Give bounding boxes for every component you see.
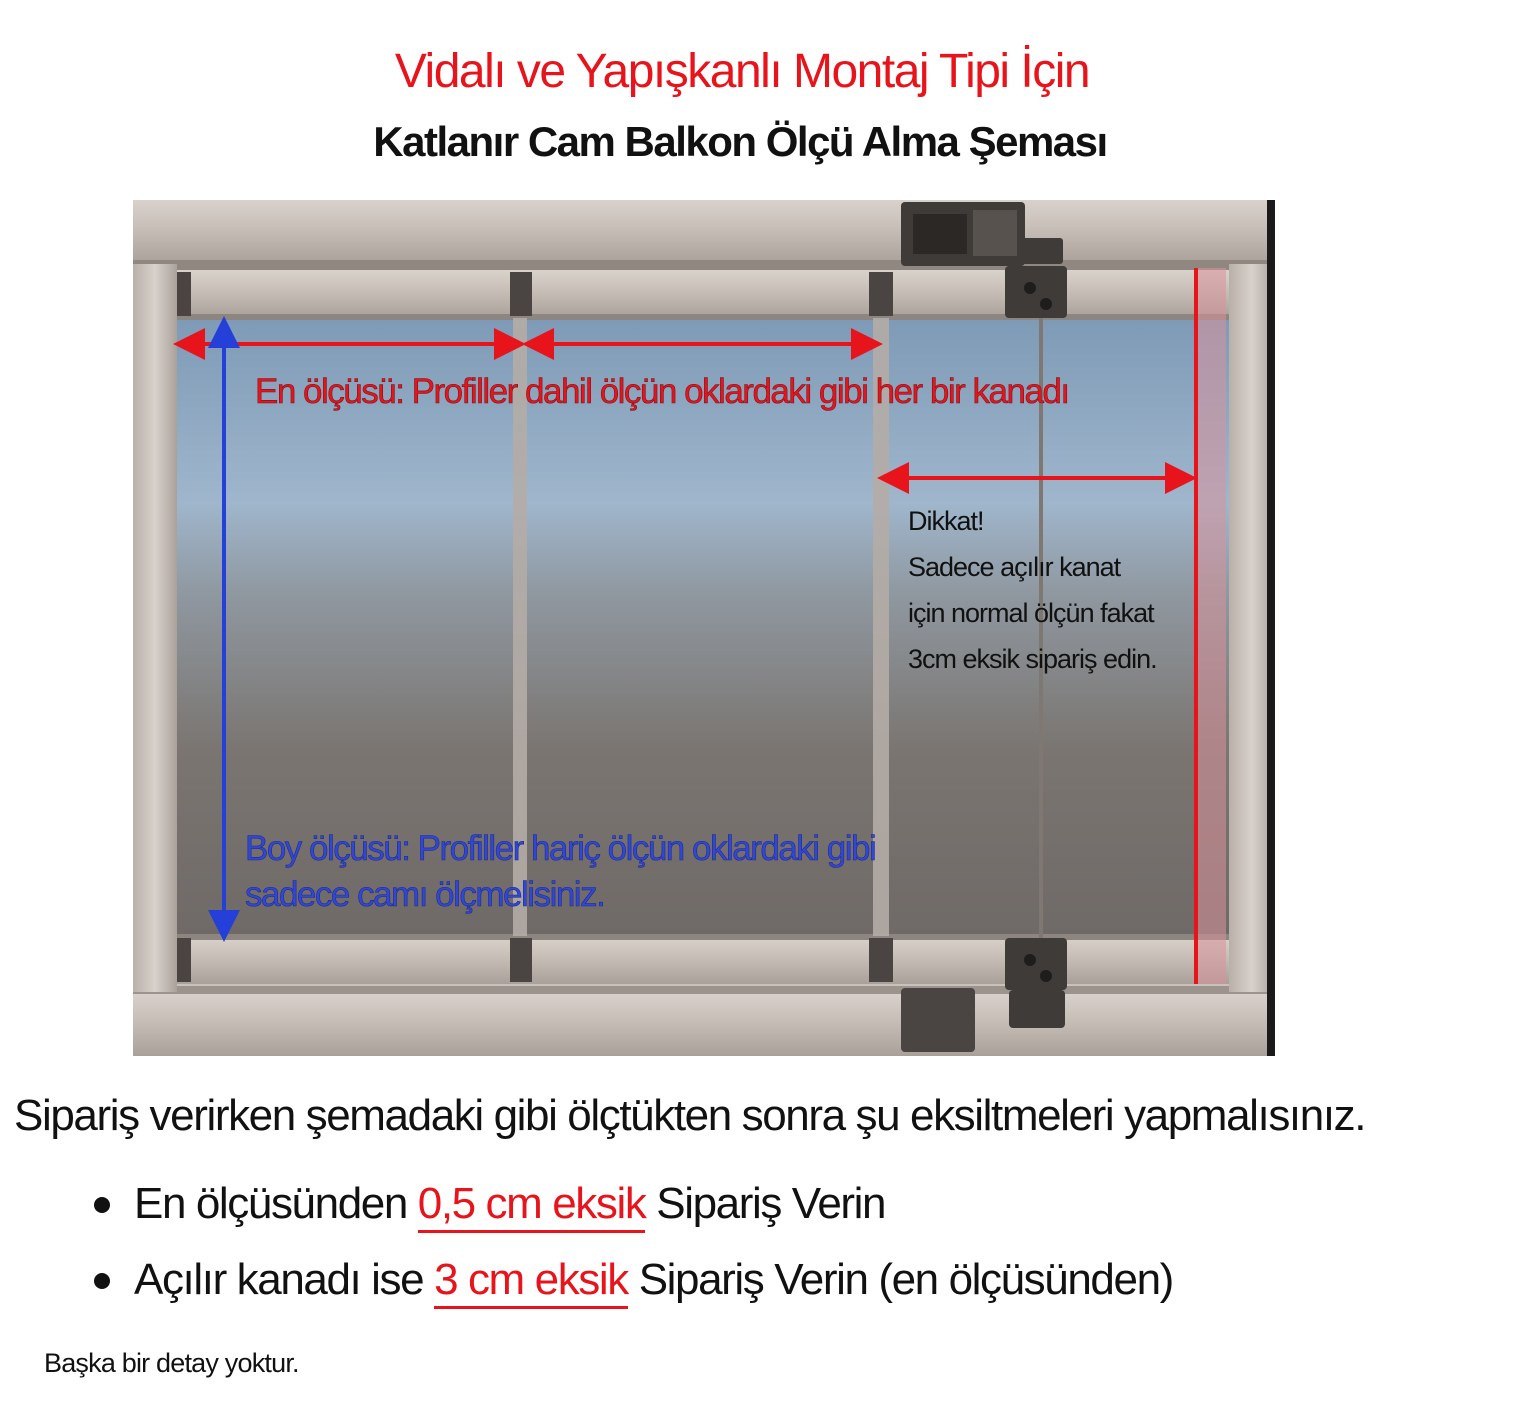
left-post (133, 264, 177, 992)
note-line: Sadece açılır kanat (908, 552, 1121, 582)
sash-bottom-rails (177, 934, 1229, 984)
top-outer-rail (133, 200, 1275, 264)
width-label: En ölçüsü: Profiller dahil ölçün oklardaki gibi her bir kanadı (255, 372, 1069, 411)
item-text-before: Açılır kanadı ise (134, 1255, 435, 1304)
page-title: Katlanır Cam Balkon Ölçü Alma Şeması (373, 118, 1107, 165)
item-highlight: 0,5 cm eksik (418, 1179, 646, 1233)
item-text-after: Sipariş Verin (en ölçüsünden) (627, 1255, 1173, 1304)
note-line: 3cm eksik sipariş edin. (908, 644, 1157, 674)
height-label-line1: Boy ölçüsü: Profiller hariç ölçün oklardaki gibi (245, 829, 876, 868)
footer-note: Başka bir detay yoktur. (44, 1348, 299, 1378)
item-text-before: En ölçüsünden (134, 1179, 418, 1228)
list-item (90, 1242, 1173, 1318)
bullet-icon (94, 1197, 110, 1213)
title-red: Vidalı ve Yapışkanlı Montaj Tipi İçin (394, 45, 1090, 98)
height-label-line2: sadece camı ölçmelisiniz. (245, 875, 605, 914)
list-item (90, 1166, 1173, 1242)
instructions-list (90, 1166, 1173, 1318)
note-line: için normal ölçün fakat (908, 598, 1154, 628)
note-line: Dikkat! (908, 506, 984, 536)
instructions-intro: Sipariş verirken şemadaki gibi ölçtükten sonra şu eksiltmeleri yapmalısınız. (14, 1091, 1366, 1140)
sash-top-rails (177, 270, 1229, 320)
bullet-icon (94, 1273, 110, 1289)
attention-note (908, 498, 1208, 682)
bottom-outer-rail (133, 992, 1275, 1056)
item-highlight: 3 cm eksik (434, 1255, 628, 1309)
item-text-after: Sipariş Verin (645, 1179, 886, 1228)
